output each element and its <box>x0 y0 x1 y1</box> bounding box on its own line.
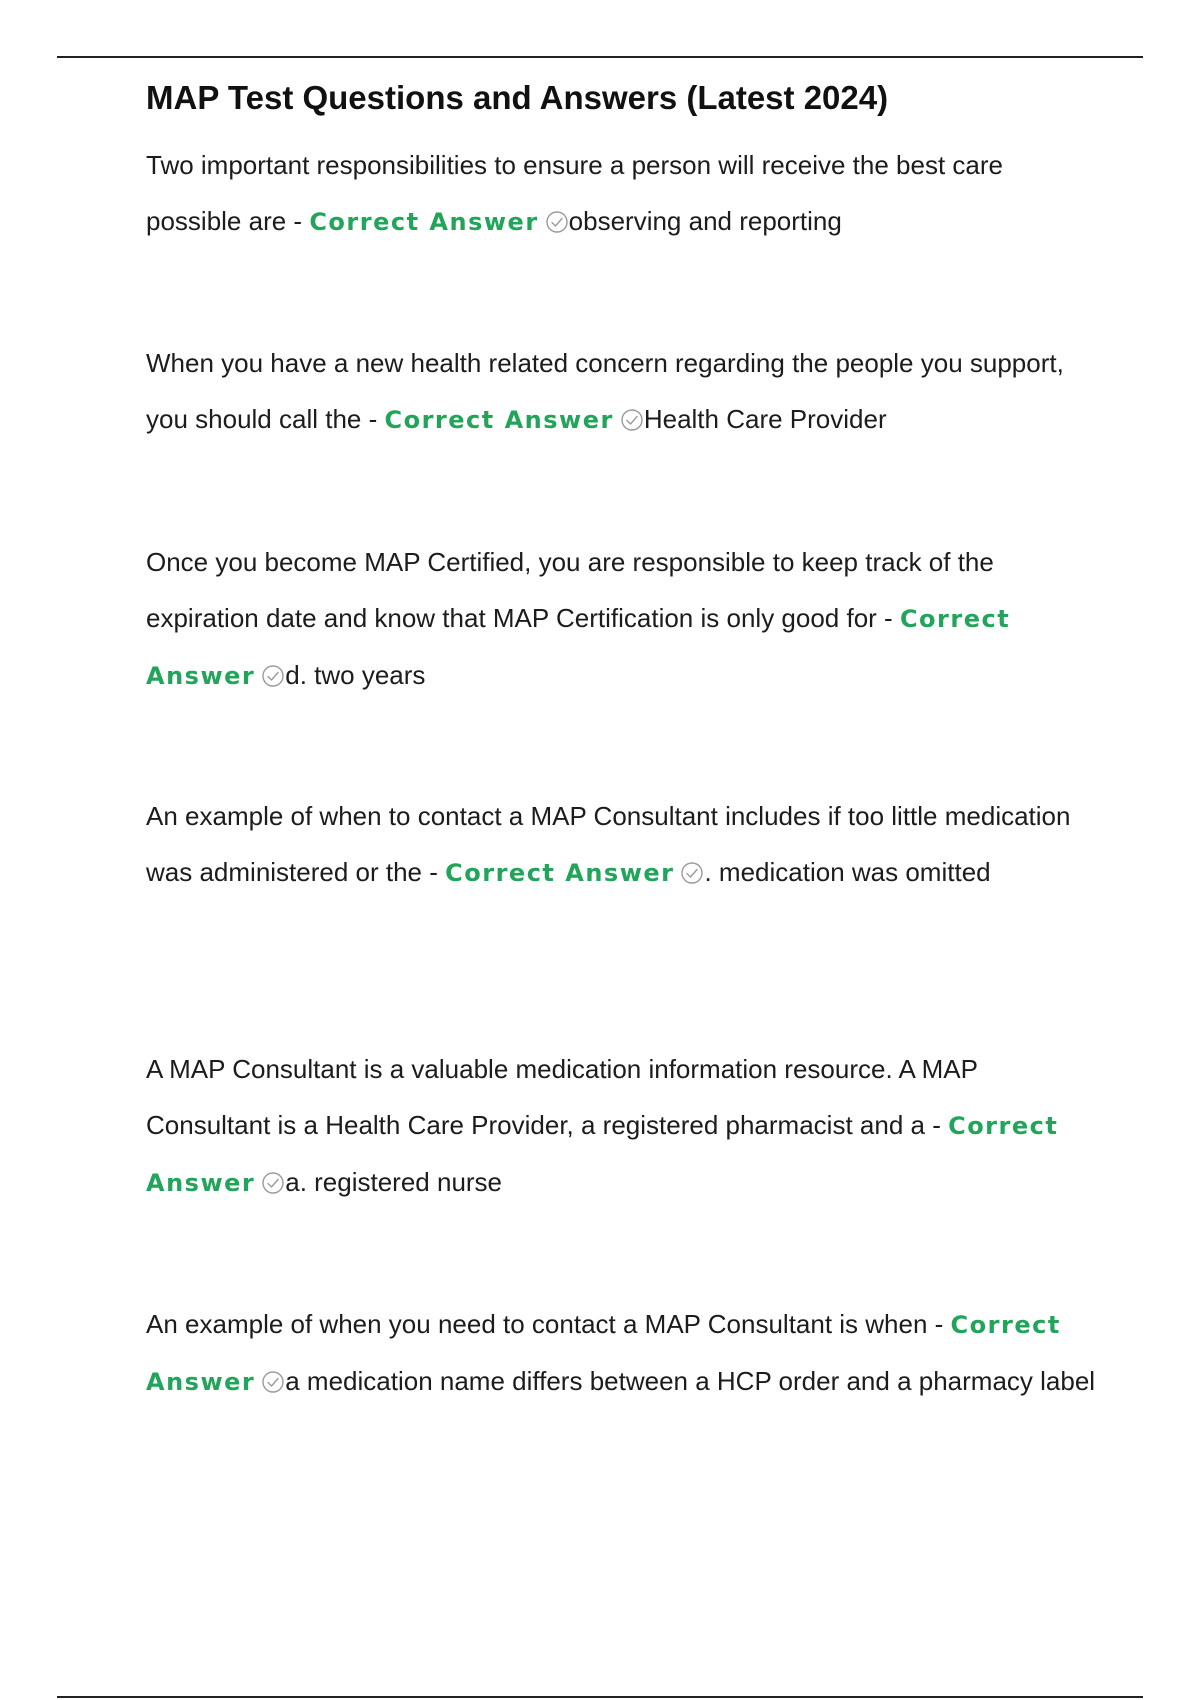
question-text: An example of when to contact a MAP Consultant includes if too little medication was administered or the <box>146 801 1071 887</box>
top-rule <box>57 56 1143 58</box>
answer-text: a medication name differs between a HCP order and a pharmacy label <box>285 1366 1096 1396</box>
correct-answer-label: Correct Answer <box>146 1311 1061 1396</box>
check-circle-icon <box>545 210 569 234</box>
question-text: A MAP Consultant is a valuable medication information resource. A MAP Consultant is a Health Care Provider, a registered pharmacist and a <box>146 1054 978 1140</box>
check-circle-icon <box>261 1370 285 1394</box>
question-text: When you have a new health related concern regarding the people you support, you should call the <box>146 348 1064 434</box>
answer-text: Health Care Provider <box>643 404 887 434</box>
correct-answer-label: Correct Answer <box>146 1112 1059 1197</box>
answer-text: observing and reporting <box>568 206 842 236</box>
question-text: Two important responsibilities to ensure a person will receive the best care possible are <box>146 150 1003 236</box>
qa-item <box>146 1041 1096 1211</box>
qa-item <box>146 788 1096 901</box>
question-text: An example of when you need to contact a MAP Consultant is when <box>146 1309 928 1339</box>
check-circle-icon <box>261 664 285 688</box>
qa-item <box>146 1296 1096 1410</box>
question-text: Once you become MAP Certified, you are responsible to keep track of the expiration date and know that MAP Certification is only good for <box>146 547 994 633</box>
answer-text: a. registered nurse <box>285 1167 503 1197</box>
separator: - <box>927 1309 951 1339</box>
separator: - <box>361 404 385 434</box>
bottom-rule <box>57 1696 1143 1698</box>
separator: - <box>876 603 900 633</box>
correct-answer-label: Correct Answer <box>384 406 614 434</box>
correct-answer-label: Correct Answer <box>146 605 1011 690</box>
answer-text: d. two years <box>285 660 426 690</box>
correct-answer-label: Correct Answer <box>309 208 539 236</box>
separator: - <box>422 857 446 887</box>
qa-item <box>146 534 1096 704</box>
check-circle-icon <box>261 1171 285 1195</box>
check-circle-icon <box>680 861 704 885</box>
correct-answer-label: Correct Answer <box>445 859 675 887</box>
answer-text: . medication was omitted <box>704 857 991 887</box>
check-circle-icon <box>620 408 644 432</box>
separator: - <box>286 206 310 236</box>
qa-item <box>146 137 1096 250</box>
qa-item <box>146 335 1096 448</box>
page-title: MAP Test Questions and Answers (Latest 2024) <box>146 79 889 116</box>
separator: - <box>924 1110 949 1140</box>
